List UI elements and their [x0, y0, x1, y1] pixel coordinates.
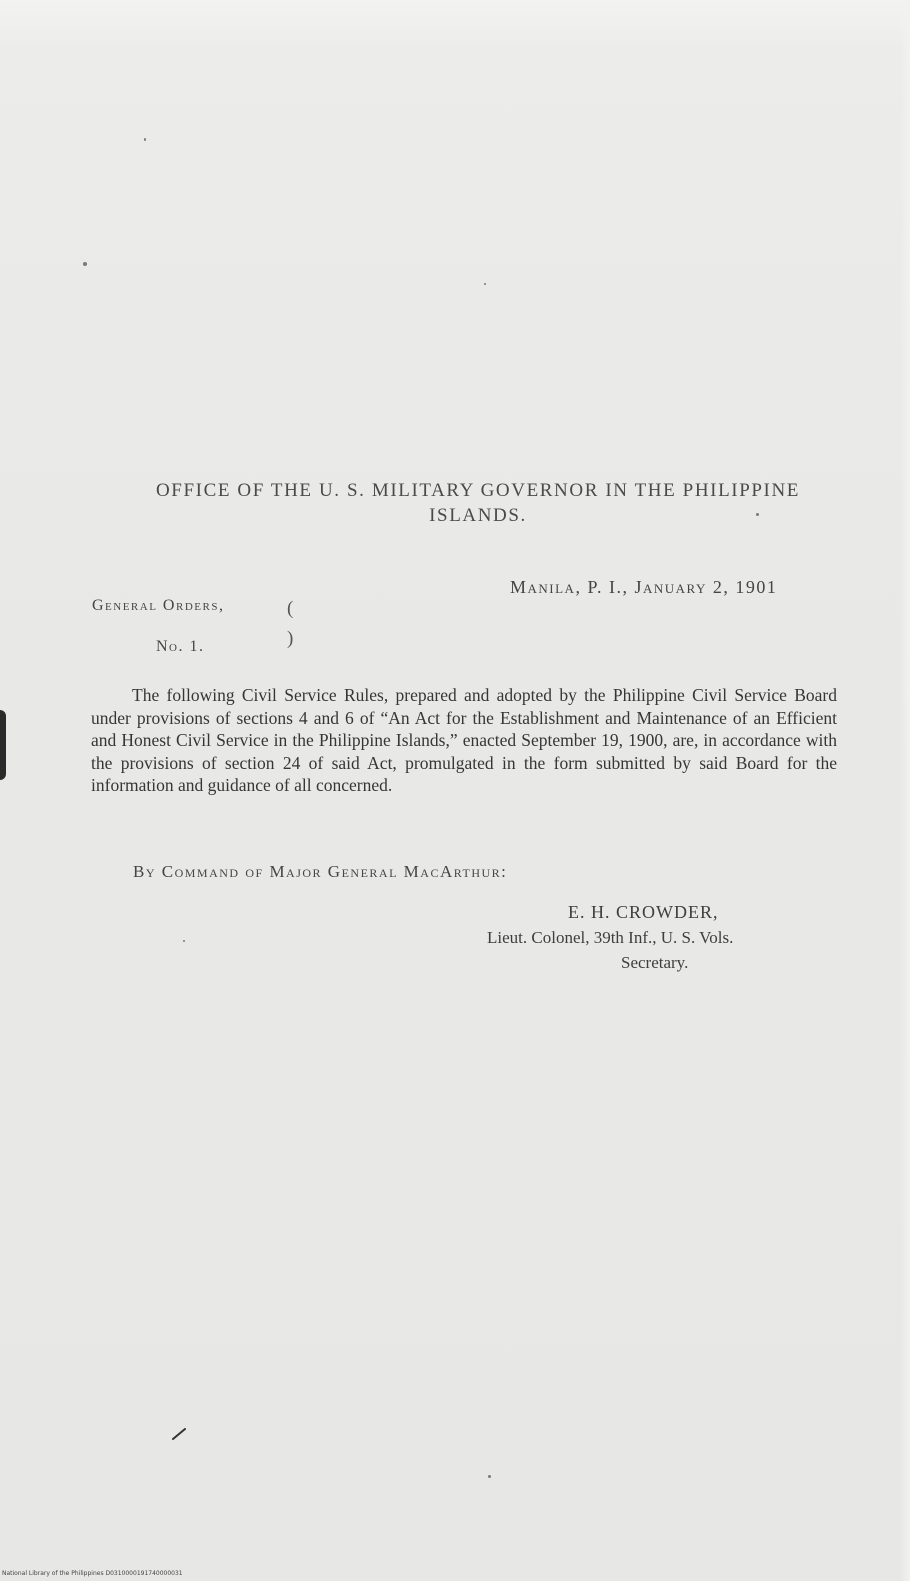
office-heading-line-1: OFFICE OF THE U. S. MILITARY GOVERNOR IN THE PHILIPPINE — [155, 480, 800, 501]
paper-speck — [83, 262, 87, 266]
order-paragraph: The following Civil Service Rules, prepared and adopted by the Philippine Civil Service Board under provisions of sections 4 and 6 of “An Act for the Establishment and Maintenance of an Efficient and Honest Civil Service in the Philippine Islands,” enacted September 19, 1900, are, in accordance with the provisions of section 24 of said Act, promulgated in the form submitted by said Board for the information and guidance of all concerned. — [91, 685, 837, 795]
orders-brace-bottom: ) — [287, 628, 294, 649]
binding-shadow — [0, 710, 6, 780]
office-heading-line-2: ISLANDS. — [429, 505, 527, 526]
signature-rank: Lieut. Colonel, 39th Inf., U. S. Vols. — [487, 928, 734, 947]
signature-title: Secretary. — [621, 953, 689, 972]
paper-speck — [484, 283, 486, 285]
paper-speck — [488, 1475, 491, 1478]
library-credit: National Library of the Philippines D0310000191740000031 — [2, 1570, 183, 1577]
paper-speck — [183, 940, 185, 942]
page-right-edge — [900, 0, 910, 1581]
page-top-edge — [0, 0, 910, 50]
general-orders-title: General Orders, — [92, 597, 225, 614]
command-line: By Command of Major General MacArthur: — [133, 862, 508, 881]
pencil-mark — [172, 1428, 186, 1440]
orders-brace-top: ( — [287, 598, 294, 619]
dateline: Manila, P. I., January 2, 1901 — [510, 577, 778, 597]
paper-speck — [144, 138, 146, 141]
signature-name: E. H. CROWDER, — [568, 902, 719, 922]
general-orders-number: No. 1. — [156, 638, 205, 655]
order-body — [91, 684, 837, 797]
